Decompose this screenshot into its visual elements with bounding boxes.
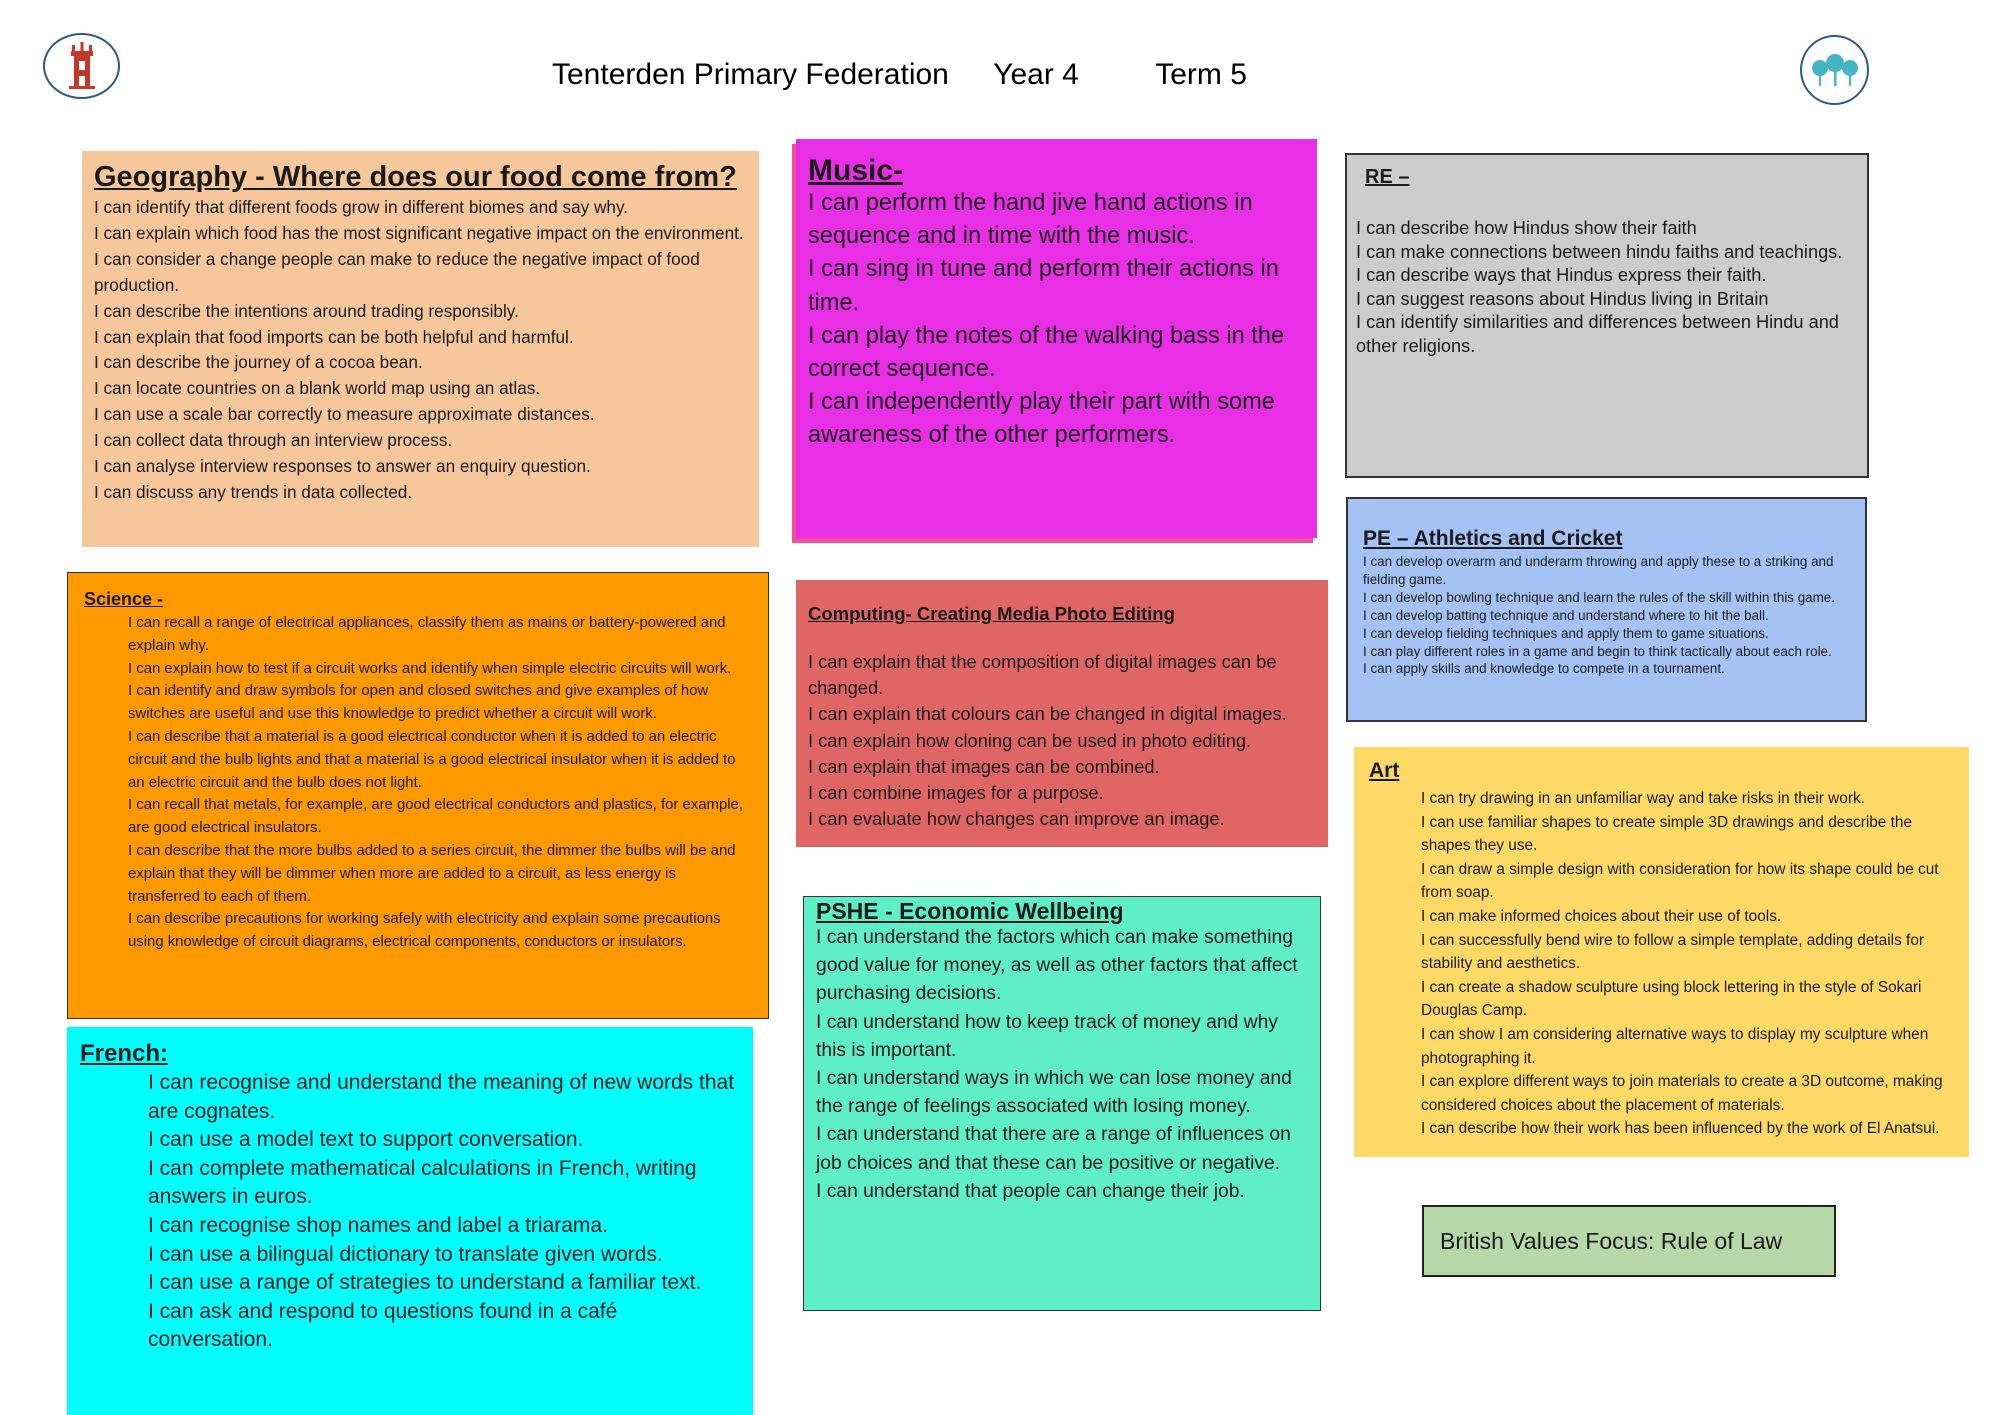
list-item: I can independently play their part with some awareness of the other performers. xyxy=(808,389,1275,449)
list-item: I can combine images for a purpose. xyxy=(808,782,1104,804)
list-item: I can show I am considering alternative ways to display my sculpture when photographing it. xyxy=(1421,1025,1929,1067)
list-item: I can locate countries on a blank world map using an atlas. xyxy=(94,378,541,399)
pshe-panel xyxy=(803,896,1321,1311)
pe-title: PE – Athletics and Cricket xyxy=(1363,527,1623,550)
science-list xyxy=(84,612,752,954)
list-item: I can sing in tune and perform their actions in time. xyxy=(808,256,1279,316)
computing-panel xyxy=(796,580,1328,847)
pshe-list xyxy=(816,924,1308,1206)
list-item: I can perform the hand jive hand actions in sequence and in time with the music. xyxy=(808,190,1253,250)
list-item: I can recognise shop names and label a triarama. xyxy=(148,1213,608,1237)
list-item: I can explain that images can be combined. xyxy=(808,755,1160,777)
art-list xyxy=(1369,787,1954,1141)
list-item: I can understand the factors which can make something good value for money, as well as other factors that affect purchasing decisions. xyxy=(816,927,1298,1005)
list-item: I can describe the intentions around trading responsibly. xyxy=(94,300,519,321)
list-item: I can ask and respond to questions found in a café conversation. xyxy=(148,1299,618,1352)
list-item: I can understand ways in which we can lose money and the range of feelings associated with losing money. xyxy=(816,1068,1292,1118)
list-item: I can develop batting technique and understand where to hit the ball. xyxy=(1363,607,1769,623)
science-panel xyxy=(67,572,769,1019)
list-item: I can use a model text to support conversation. xyxy=(148,1128,584,1152)
list-item: I can use a bilingual dictionary to translate given words. xyxy=(148,1242,663,1266)
list-item: I can explain how cloning can be used in photo editing. xyxy=(808,729,1252,751)
pshe-title: PSHE - Economic Wellbeing xyxy=(816,898,1124,924)
art-title: Art xyxy=(1369,759,1400,782)
list-item: I can develop overarm and underarm throwing and apply these to a striking and fielding game. xyxy=(1363,554,1834,587)
list-item: I can explore different ways to join materials to create a 3D outcome, making considered choices about the placement of materials. xyxy=(1421,1073,1943,1114)
list-item: I can suggest reasons about Hindus living in Britain xyxy=(1356,288,1769,309)
re-list xyxy=(1356,217,1858,359)
list-item: I can explain that food imports can be both helpful and harmful. xyxy=(94,326,574,347)
list-item: I can play the notes of the walking bass in the correct sequence. xyxy=(808,322,1285,383)
list-item: I can draw a simple design with consideration for how its shape could be cut from soap. xyxy=(1421,860,1939,902)
list-item: I can describe how their work has been influenced by the work of El Anatsui. xyxy=(1421,1120,1940,1138)
music-panel xyxy=(796,139,1317,538)
list-item: I can evaluate how changes can improve an image. xyxy=(808,808,1225,830)
computing-title: Computing- Creating Media Photo Editing xyxy=(808,603,1175,624)
geography-list xyxy=(94,195,747,506)
list-item: I can recall that metals, for example, are good electrical conductors and plastics, for example, are good electrical insulators. xyxy=(128,797,743,837)
french-panel xyxy=(67,1027,753,1415)
pe-list xyxy=(1363,553,1850,678)
music-list xyxy=(808,187,1305,453)
geography-panel xyxy=(82,151,759,547)
french-title: French: xyxy=(80,1040,169,1067)
school-logo-left xyxy=(43,33,120,99)
list-item: I can apply skills and knowledge to compete in a tournament. xyxy=(1363,661,1725,677)
list-item: I can describe that the more bulbs added to a series circuit, the dimmer the bulbs will be and explain that they will be dimmer when more are added to a circuit, as less energy is transferred to each of them. xyxy=(128,842,736,905)
list-item: I can try drawing in an unfamiliar way and take risks in their work. xyxy=(1421,790,1865,807)
list-item: I can understand how to keep track of money and why this is important. xyxy=(816,1011,1278,1061)
list-item: I can analyse interview responses to answer an enquiry question. xyxy=(94,456,591,477)
list-item: I can explain that the composition of digital images can be changed. xyxy=(808,651,1277,699)
list-item: I can recall a range of electrical appliances, classify them as mains or battery-powered and explain why. xyxy=(128,615,726,654)
list-item: I can explain that colours can be changed in digital images. xyxy=(808,703,1287,725)
list-item: I can create a shadow sculpture using block lettering in the style of Sokari Douglas Camp. xyxy=(1421,978,1922,1020)
re-title: RE – xyxy=(1365,166,1410,188)
list-item: I can describe ways that Hindus express their faith. xyxy=(1356,265,1767,286)
french-list xyxy=(80,1069,740,1355)
list-item: I can use familiar shapes to create simple 3D drawings and describe the shapes they use. xyxy=(1421,813,1913,855)
list-item: I can develop fielding techniques and apply them to game situations. xyxy=(1363,625,1769,641)
list-item: I can collect data through an interview process. xyxy=(94,430,453,451)
re-panel xyxy=(1345,153,1869,478)
british-values-box xyxy=(1422,1205,1836,1277)
list-item: I can describe precautions for working safely with electricity and explain some precautions using knowledge of circuit diagrams, electrical components, conductors or insulators. xyxy=(128,911,721,951)
list-item: I can develop bowling technique and learn the rules of the skill within this game. xyxy=(1363,589,1835,605)
pe-panel xyxy=(1346,497,1867,722)
list-item: I can play different roles in a game and begin to think tactically about each role. xyxy=(1363,643,1832,659)
list-item: I can identify that different foods grow in different biomes and say why. xyxy=(94,197,629,217)
list-item: I can use a scale bar correctly to measure approximate distances. xyxy=(94,404,595,425)
music-title: Music- xyxy=(808,154,904,187)
art-panel xyxy=(1354,747,1969,1157)
trees-icon xyxy=(1809,52,1861,88)
list-item: I can explain which food has the most significant negative impact on the environment. xyxy=(94,222,744,243)
list-item: I can consider a change people can make to reduce the negative impact of food production. xyxy=(94,248,700,295)
computing-list xyxy=(808,649,1316,832)
science-title: Science - xyxy=(84,589,164,609)
list-item: I can successfully bend wire to follow a simple template, adding details for stability and aesthetics. xyxy=(1421,931,1925,973)
school-logo-right xyxy=(1800,35,1869,105)
list-item: I can describe the journey of a cocoa bean. xyxy=(94,352,423,373)
list-item: I can recognise and understand the meaning of new words that are cognates. xyxy=(148,1071,735,1123)
year-label: Year 4 xyxy=(993,58,1079,91)
list-item: I can make connections between hindu faiths and teachings. xyxy=(1356,241,1843,262)
british-values-label: British Values Focus: Rule of Law xyxy=(1440,1228,1783,1254)
list-item: I can explain how to test if a circuit works and identify when simple electric circuits will work. xyxy=(128,660,732,677)
page-header xyxy=(552,58,1247,92)
list-item: I can understand that people can change their job. xyxy=(816,1180,1245,1202)
list-item: I can make informed choices about their use of tools. xyxy=(1421,907,1782,925)
list-item: I can identify similarities and differences between Hindu and other religions. xyxy=(1356,312,1839,356)
church-tower-icon xyxy=(65,41,99,91)
list-item: I can describe how Hindus show their faith xyxy=(1356,218,1697,238)
school-name: Tenterden Primary Federation xyxy=(552,58,949,91)
list-item: I can discuss any trends in data collected. xyxy=(94,481,413,502)
list-item: I can describe that a material is a good electrical conductor when it is added to an electric circuit and the bulb lights and that a material is a good electrical insulator when it is added to an electric circuit and the bulb does not light. xyxy=(128,728,736,791)
geography-title: Geography - Where does our food come from? xyxy=(94,161,737,193)
list-item: I can identify and draw symbols for open and closed switches and give examples of how switches are useful and use this knowledge to predict whether a circuit will work. xyxy=(128,683,709,723)
list-item: I can complete mathematical calculations in French, writing answers in euros. xyxy=(148,1156,697,1209)
term-label: Term 5 xyxy=(1155,58,1247,91)
list-item: I can use a range of strategies to understand a familiar text. xyxy=(148,1271,702,1295)
list-item: I can understand that there are a range of influences on job choices and that these can be positive or negative. xyxy=(816,1124,1291,1174)
